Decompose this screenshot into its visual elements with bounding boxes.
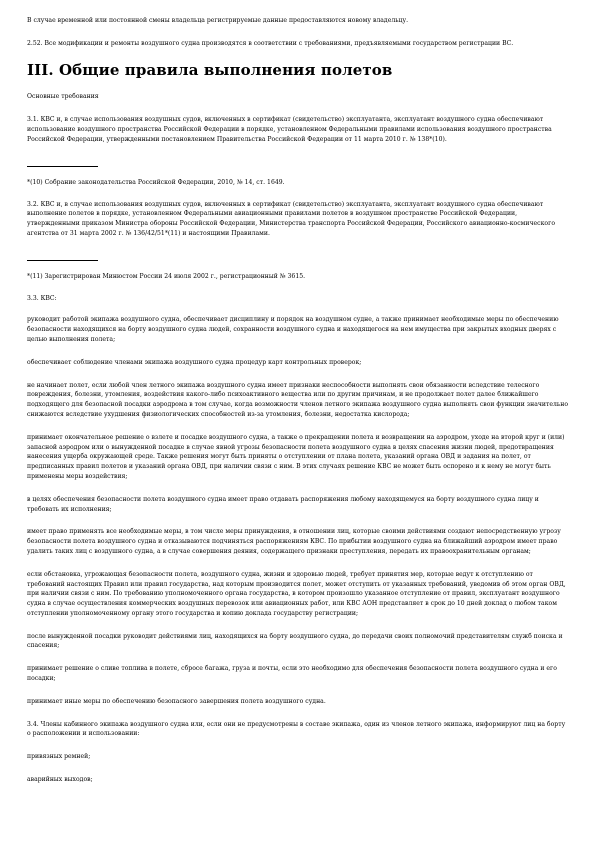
list-item-3-3: если обстановка, угрожающая безопасности полета, воздушного судна, жизни и здоровью людей, требует принятия мер, которые ведут к отступлению от требований настоящих Правил или правил государства, над которым производится полет, может отступить от указанных требований, уведомив об этом орган ОВД, при наличии связи с ним. По требованию уполномоченного органа государства, в котором произошло указанное отступление от правил, эксплуатант воздушного судна в случае осуществления коммерческих воздушных перевозок или авиационных работ, или КВС АОН представляет в срок до 10 дней доклад о любом таком отступлении уполномоченному органу этого государства и копию доклада государству регистрации; <box>27 570 566 617</box>
section-heading: III. Общие правила выполнения полетов <box>27 60 393 79</box>
paragraph-3-4: 3.4. Члены кабинного экипажа воздушного судна или, если они не предусмотрены в составе экипажа, один из членов летного экипажа, информируют лиц на борту о расположении и использовании: <box>27 720 566 738</box>
paragraph-3-1: 3.1. КВС и, в случае использования воздушных судов, включенных в сертификат (свидетельство) эксплуатанта, эксплуатант воздушного судна обеспечивают использование воздушного пространства Российской Федерации в порядке, установленном Федеральными правилами использования воздушного пространства Российской Федерации, утвержденными постановлением Правительства Российской Федерации от 11 марта 2010 г. № 138*(10). <box>27 116 552 143</box>
list-item-3-4: аварийных выходов; <box>27 776 93 784</box>
footnote-11: *(11) Зарегистрирован Минюстом России 24 июля 2002 г., регистрационный № 3615. <box>27 272 306 280</box>
paragraph-3-2: 3.2. КВС и, в случае использования воздушных судов, включенных в сертификат (свидетельство) эксплуатанта, эксплуатант воздушного судна обеспечивают выполнение полетов в порядке, установленном Федеральными авиационными правилами полетов в воздушном пространстве Российской Федерации, утвержденными приказом Министра обороны Российской Федерации, Министерства транспорта Российской Федерации, Российского авиационно-космического агентства от 31 марта 2002 г. № 136/42/51*(11) и настоящими Правилами. <box>27 200 556 237</box>
list-item-3-4: привязных ремней; <box>27 753 91 761</box>
list-item-3-3: принимает решение о сливе топлива в полете, сбросе багажа, груза и почты, если это необходимо для обеспечения безопасности полета воздушного судна и его посадки; <box>27 665 557 683</box>
footnote-divider <box>27 166 98 167</box>
list-item-3-3: принимает окончательное решение о взлете и посадке воздушного судна, а также о прекращении полета и возвращении на аэродром, уходе на второй круг и (или) запасной аэродром или о вынужденной посадке в случае явной угрозы безопасности полета воздушного судна в целях спасения жизни людей, предотвращения нанесения ущерба окружающей среде. Также решения могут быть приняты о отступлении от плана полета, указаний органа ОВД и задания на полет, от предписанных правил полетов и указаний органа ОВД, при наличии связи с ним. В этих случаях решение КВС не может быть оспорено и к нему не могут быть применены меры воздействия; <box>27 433 565 480</box>
paragraph-3-3: 3.3. КВС: <box>27 294 57 302</box>
list-item-3-3: имеет право применять все необходимые меры, в том числе меры принуждения, в отношении лиц, которые своими действиями создают непосредственную угрозу безопасности полета воздушного судна и отказываются подчиняться распоряжениям КВС. По прибытии воздушного судна на ближайший аэродром имеет право удалить таких лиц с воздушного судна, а в случае совершения деяния, содержащего признаки преступления, передать их правоохранительным органам; <box>27 528 561 555</box>
subheading-basic-requirements: Основные требования <box>27 92 99 100</box>
list-item-3-3: принимает иные меры по обеспечению безопасного завершения полета воздушного судна. <box>27 697 326 705</box>
list-item-3-3: обеспечивает соблюдение членами экипажа воздушного судна процедур карт контрольных проверок; <box>27 358 362 366</box>
footnote-10: *(10) Собрание законодательства Российской Федерации, 2010, № 14, ст. 1649. <box>27 178 285 186</box>
list-item-3-3: в целях обеспечения безопасности полета воздушного судна имеет право отдавать распоряжения любому находящемуся на борту воздушного судна лицу и требовать их исполнения; <box>27 495 539 513</box>
paragraph-2-52: 2.52. Все модификации и ремонты воздушного судна производятся в соответствии с требованиями, предъявляемыми государством регистрации ВС. <box>27 39 514 47</box>
list-item-3-3: руководит работой экипажа воздушного судна, обеспечивает дисциплину и порядок на воздушном судне, а также принимает необходимые меры по обеспечению безопасности находящихся на борту воздушного судна людей, сохранности воздушного судна и находящегося на нем имущества при закрытых входных дверях с целью выполнения полета; <box>27 316 559 343</box>
list-item-3-3: после вынужденной посадки руководит действиями лиц, находящихся на борту воздушного судна, до передачи своих полномочий представителям служб поиска и спасения; <box>27 632 563 650</box>
paragraph-owner-change: В случае временной или постоянной смены владельца регистрируемые данные предоставляются новому владельцу. <box>27 17 409 24</box>
footnote-divider <box>27 260 98 261</box>
list-item-3-3: не начинает полет, если любой член летного экипажа воздушного судна имеет признаки неспособности выполнять свои обязанности вследствие телесного повреждения, болезни, утомления, воздействия какого-либо психоактивного вещества или по другим причинам, и не продолжает полет далее ближайшего подходящего для безопасной посадки аэродрома в том случае, когда возможности членов летного экипажа воздушного судна выполнять свои функции значительно снижаются вследствие ухудшения физиологических способностей из-за утомления, болезни, недостатка кислорода; <box>27 381 569 418</box>
